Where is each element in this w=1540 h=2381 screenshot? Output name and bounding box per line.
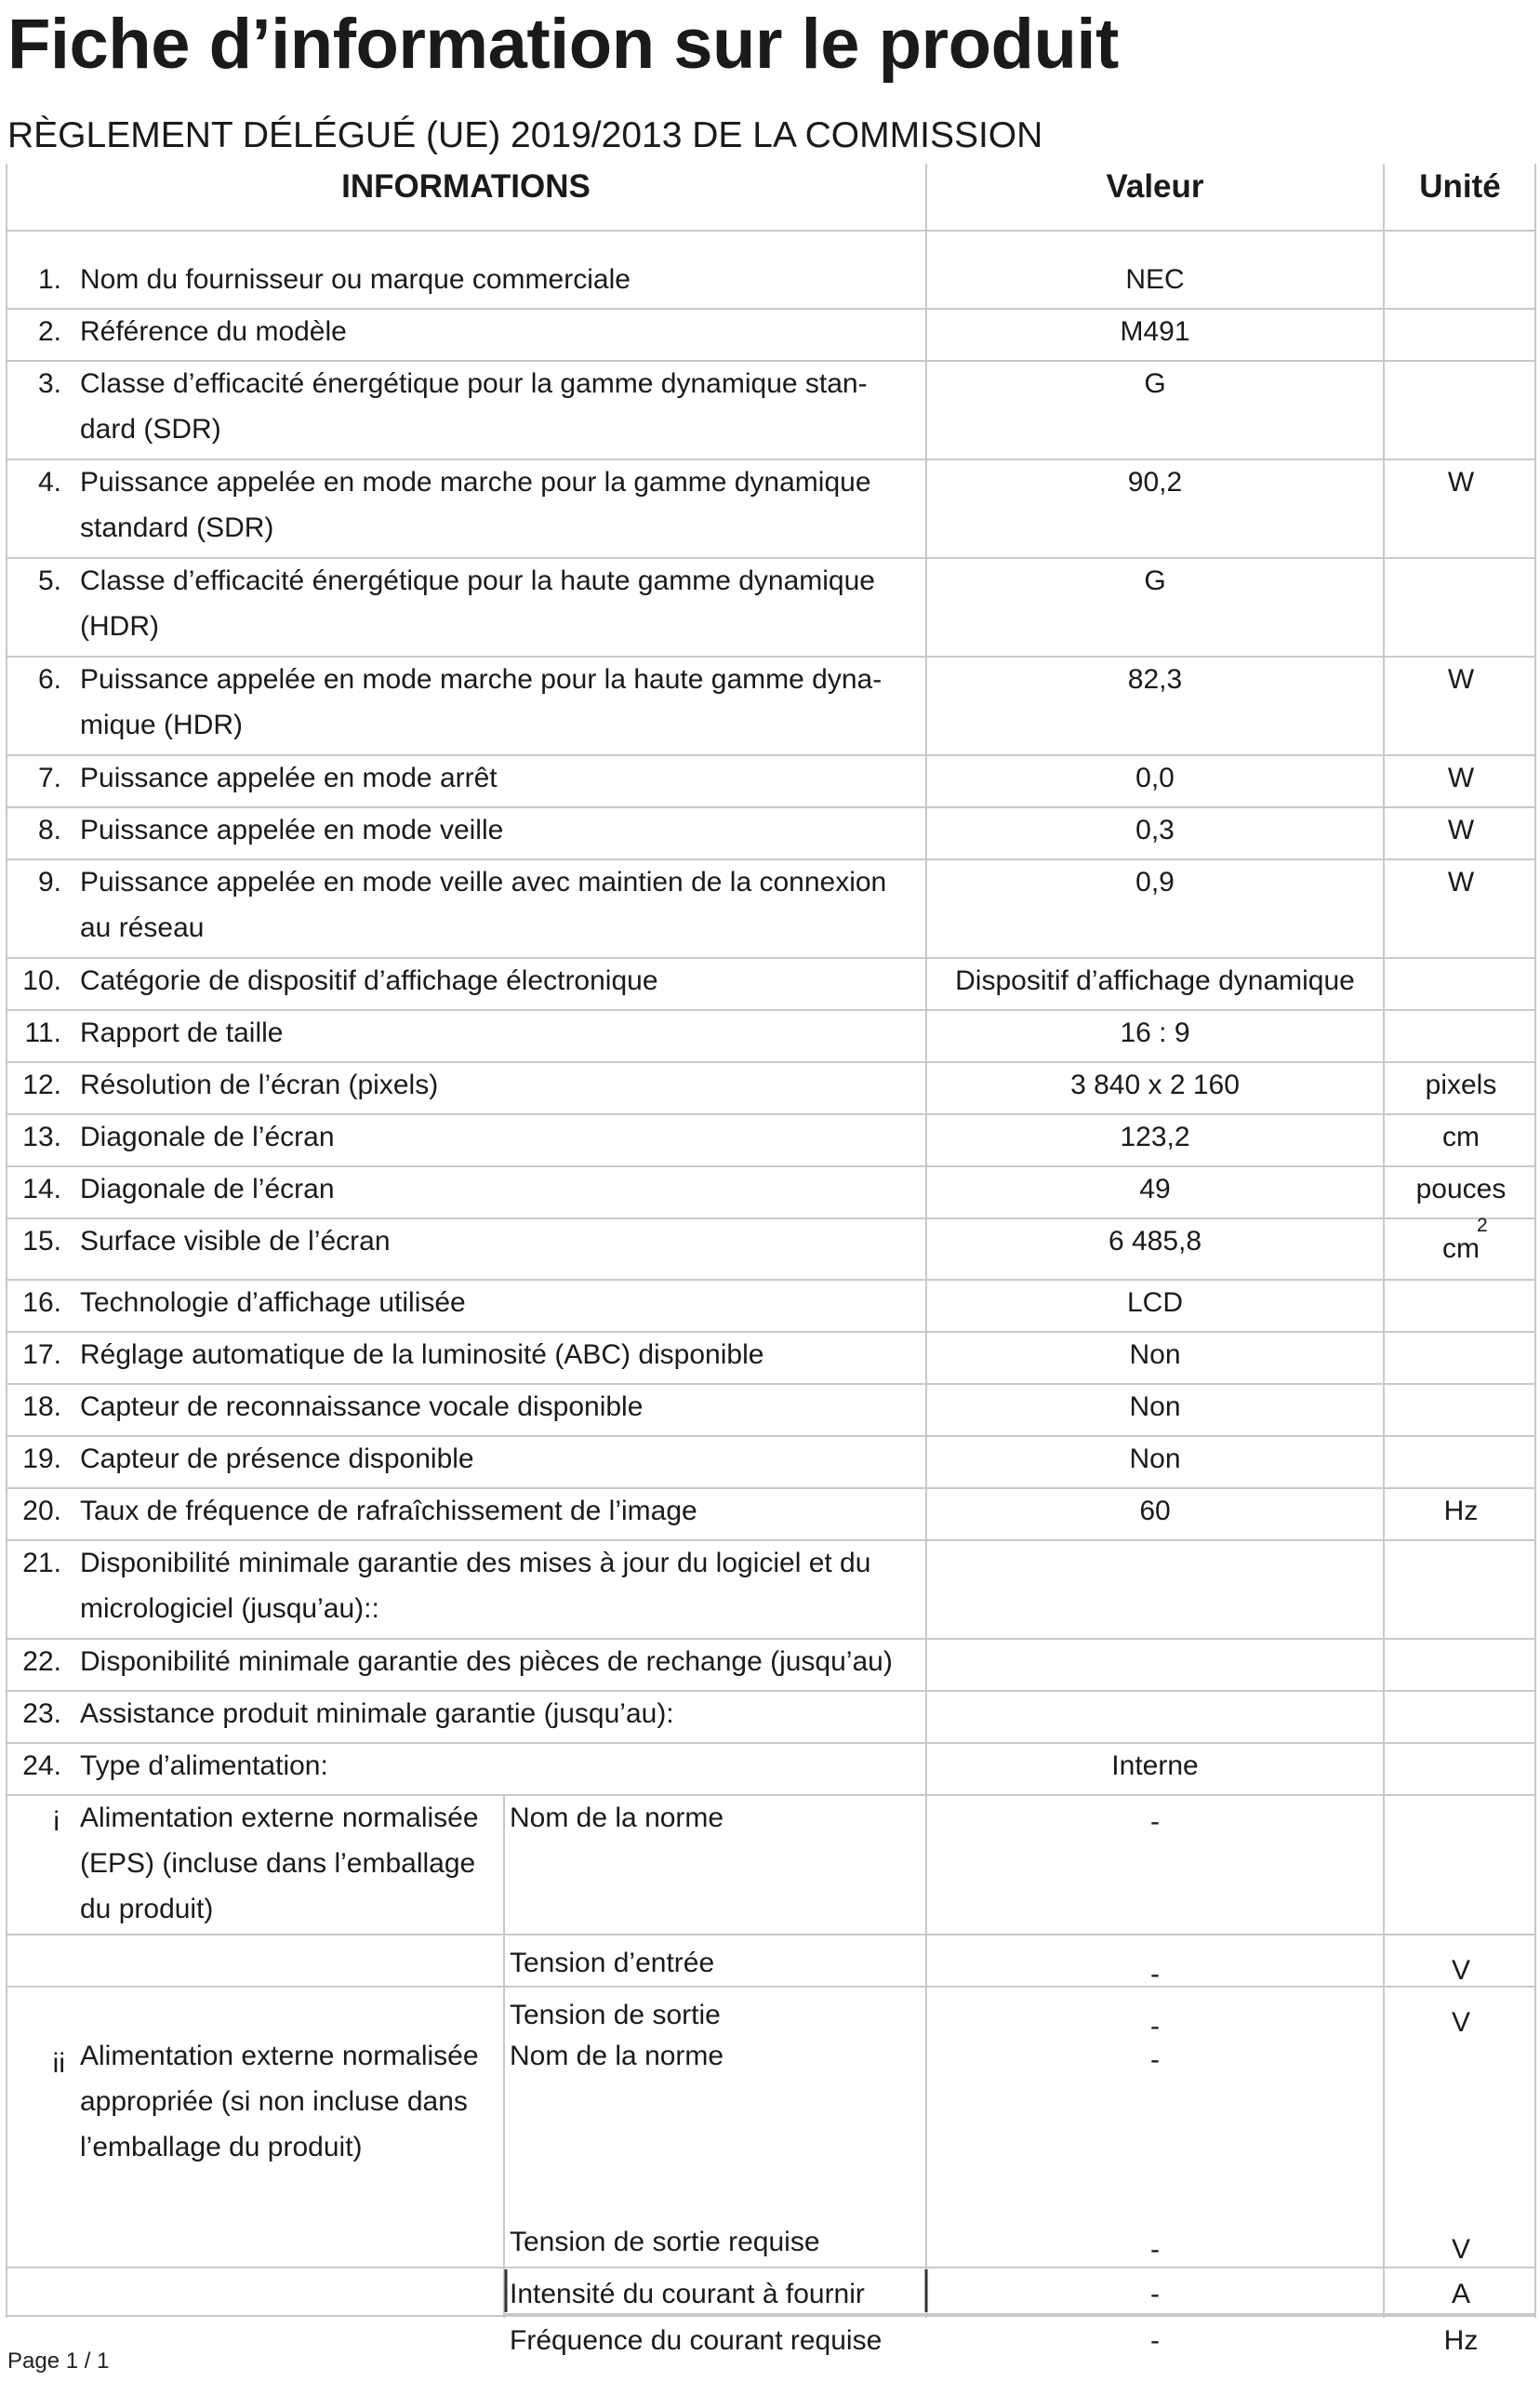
page-footer: Page 1 / 1 <box>7 2348 110 2374</box>
row-number: 11. <box>24 1018 61 1048</box>
row-value: 0,0 <box>1135 763 1175 793</box>
eps-i-sub-value: - <box>1150 1806 1160 1837</box>
row-number: 13. <box>22 1122 61 1152</box>
eps-ii-sub-value: - <box>1150 2325 1160 2356</box>
row-number: 15. <box>22 1226 61 1257</box>
eps-ii-label: Alimentation externe normalisée appropriée (si non incluse dans l’emballage du produit) <box>80 2041 479 2162</box>
row-value: G <box>1144 565 1166 596</box>
row-number: 2. <box>37 316 61 347</box>
eps-ii-sub-value: - <box>1150 2044 1160 2075</box>
row-unit: Hz <box>1443 1496 1479 1526</box>
row-value: G <box>1144 368 1166 399</box>
row-value: 16 : 9 <box>1120 1018 1190 1048</box>
row-label: Classe d’efficacité énergétique pour la gamme dynamique stan- dard (SDR) <box>80 368 868 445</box>
row-number: 18. <box>22 1391 61 1422</box>
row-value: Non <box>1129 1391 1181 1422</box>
header-unite: Unité <box>1419 168 1501 205</box>
row-value: 60 <box>1139 1496 1171 1526</box>
row-label: Type d’alimentation: <box>80 1750 328 1781</box>
row-number: 1. <box>37 264 61 295</box>
row-value: Non <box>1129 1339 1181 1370</box>
eps-i-sub-label: Tension d’entrée <box>510 1948 715 1978</box>
row-number: 20. <box>22 1496 61 1526</box>
row-unit: cm <box>1442 1233 1480 1264</box>
row-value: M491 <box>1120 316 1190 347</box>
row-unit: W <box>1447 664 1475 695</box>
row-number: 3. <box>37 368 61 399</box>
row-value: Interne <box>1111 1750 1199 1781</box>
row-unit: W <box>1447 763 1475 793</box>
row-label: Capteur de reconnaissance vocale disponible <box>80 1391 644 1422</box>
eps-i-sub-unit: V <box>1451 1955 1470 1986</box>
row-unit: W <box>1447 867 1475 898</box>
row-number: 19. <box>22 1443 61 1474</box>
row-number: 17. <box>22 1339 61 1370</box>
eps-ii-sub-label: Tension de sortie requise <box>510 2227 820 2257</box>
row-number: 10. <box>22 965 61 996</box>
row-label: Nom du fournisseur ou marque commerciale <box>80 264 631 295</box>
eps-i-sub-unit: V <box>1451 2007 1470 2038</box>
row-number: 23. <box>22 1698 61 1729</box>
row-number: 12. <box>22 1070 61 1100</box>
row-number: 22. <box>22 1646 61 1677</box>
row-number: 9. <box>37 867 61 898</box>
row-value: Non <box>1129 1443 1181 1474</box>
row-label: Résolution de l’écran (pixels) <box>80 1070 439 1100</box>
row-value: 90,2 <box>1127 467 1183 498</box>
header-valeur: Valeur <box>1106 168 1204 205</box>
eps-i-sub-value: - <box>1150 2011 1160 2042</box>
row-number: 4. <box>37 467 61 498</box>
eps-i-sub-value: - <box>1150 1959 1160 1989</box>
eps-ii-sub-label: Intensité du courant à fournir <box>510 2279 865 2309</box>
row-value: 123,2 <box>1120 1122 1190 1152</box>
row-unit: W <box>1447 815 1475 845</box>
row-number: 24. <box>22 1750 61 1781</box>
row-label: Capteur de présence disponible <box>80 1443 474 1474</box>
row-label: Diagonale de l’écran <box>80 1122 335 1152</box>
eps-i-sub-label: Tension de sortie <box>510 2000 721 2030</box>
row-unit: W <box>1447 467 1475 498</box>
row-value: 0,9 <box>1135 867 1175 898</box>
row-number: 8. <box>37 815 61 845</box>
row-value: 82,3 <box>1127 664 1183 695</box>
row-value: 49 <box>1139 1174 1171 1204</box>
row-value: 6 485,8 <box>1108 1226 1202 1257</box>
row-number: 7. <box>37 763 61 793</box>
row-label: Rapport de taille <box>80 1018 284 1048</box>
row-unit: cm <box>1442 1122 1480 1152</box>
eps-ii-sub-label: Nom de la norme <box>510 2041 724 2071</box>
row-number: 5. <box>37 565 61 596</box>
eps-ii-sub-label: Fréquence du courant requise <box>510 2325 883 2356</box>
row-value: LCD <box>1126 1287 1183 1318</box>
row-unit: pouces <box>1415 1174 1507 1204</box>
row-label: Référence du modèle <box>80 316 347 347</box>
row-label: Catégorie de dispositif d’affichage électronique <box>80 965 658 996</box>
row-number: 21. <box>22 1548 61 1578</box>
row-label: Classe d’efficacité énergétique pour la haute gamme dynamique (HDR) <box>80 565 875 642</box>
row-label: Diagonale de l’écran <box>80 1174 335 1204</box>
row-label: Disponibilité minimale garantie des pièces de rechange (jusqu’au) <box>80 1646 893 1677</box>
row-label: Puissance appelée en mode arrêt <box>80 763 498 793</box>
eps-ii-sub-unit: A <box>1451 2279 1470 2309</box>
eps-ii-sub-value: - <box>1150 2279 1160 2309</box>
row-value: Dispositif d’affichage dynamique <box>955 965 1355 996</box>
product-information-table <box>6 164 1536 2356</box>
row-label: Puissance appelée en mode veille <box>80 815 504 845</box>
row-unit: pixels <box>1425 1070 1497 1100</box>
eps-i-label: Alimentation externe normalisée (EPS) (incluse dans l’emballage du produit) <box>80 1802 479 1924</box>
row-label: Disponibilité minimale garantie des mises à jour du logiciel et du micrologiciel (jusqu’au):: <box>80 1548 871 1624</box>
header-informations: INFORMATIONS <box>341 168 591 205</box>
row-number: 16. <box>22 1287 61 1318</box>
row-label: Technologie d’affichage utilisée <box>80 1287 466 1318</box>
eps-ii-sub-unit: V <box>1451 2234 1470 2265</box>
row-value: NEC <box>1125 264 1185 295</box>
regulation-subtitle: RÈGLEMENT DÉLÉGUÉ (UE) 2019/2013 DE LA COMMISSION <box>7 115 1043 155</box>
row-label: Réglage automatique de la luminosité (ABC) disponible <box>80 1339 764 1370</box>
row-label: Surface visible de l’écran <box>80 1226 391 1257</box>
page-title: Fiche d’information sur le produit <box>7 5 1119 84</box>
eps-i-number: i <box>53 1806 60 1837</box>
eps-i-sub-label: Nom de la norme <box>510 1802 724 1833</box>
row-value: 3 840 x 2 160 <box>1070 1070 1240 1100</box>
eps-ii-sub-unit: Hz <box>1443 2325 1479 2356</box>
eps-ii-number: ii <box>52 2048 65 2079</box>
row-value: 0,3 <box>1135 815 1175 845</box>
row-label: Puissance appelée en mode veille avec maintien de la connexion au réseau <box>80 867 887 943</box>
eps-ii-sub-value: - <box>1150 2234 1160 2265</box>
unit-superscript: 2 <box>1477 1215 1488 1236</box>
row-label: Puissance appelée en mode marche pour la haute gamme dyna- mique (HDR) <box>80 664 883 740</box>
row-label: Puissance appelée en mode marche pour la gamme dynamique standard (SDR) <box>80 467 871 543</box>
row-number: 6. <box>37 664 61 695</box>
row-label: Assistance produit minimale garantie (jusqu’au): <box>80 1698 674 1729</box>
row-number: 14. <box>22 1174 61 1204</box>
row-label: Taux de fréquence de rafraîchissement de l’image <box>80 1496 697 1526</box>
